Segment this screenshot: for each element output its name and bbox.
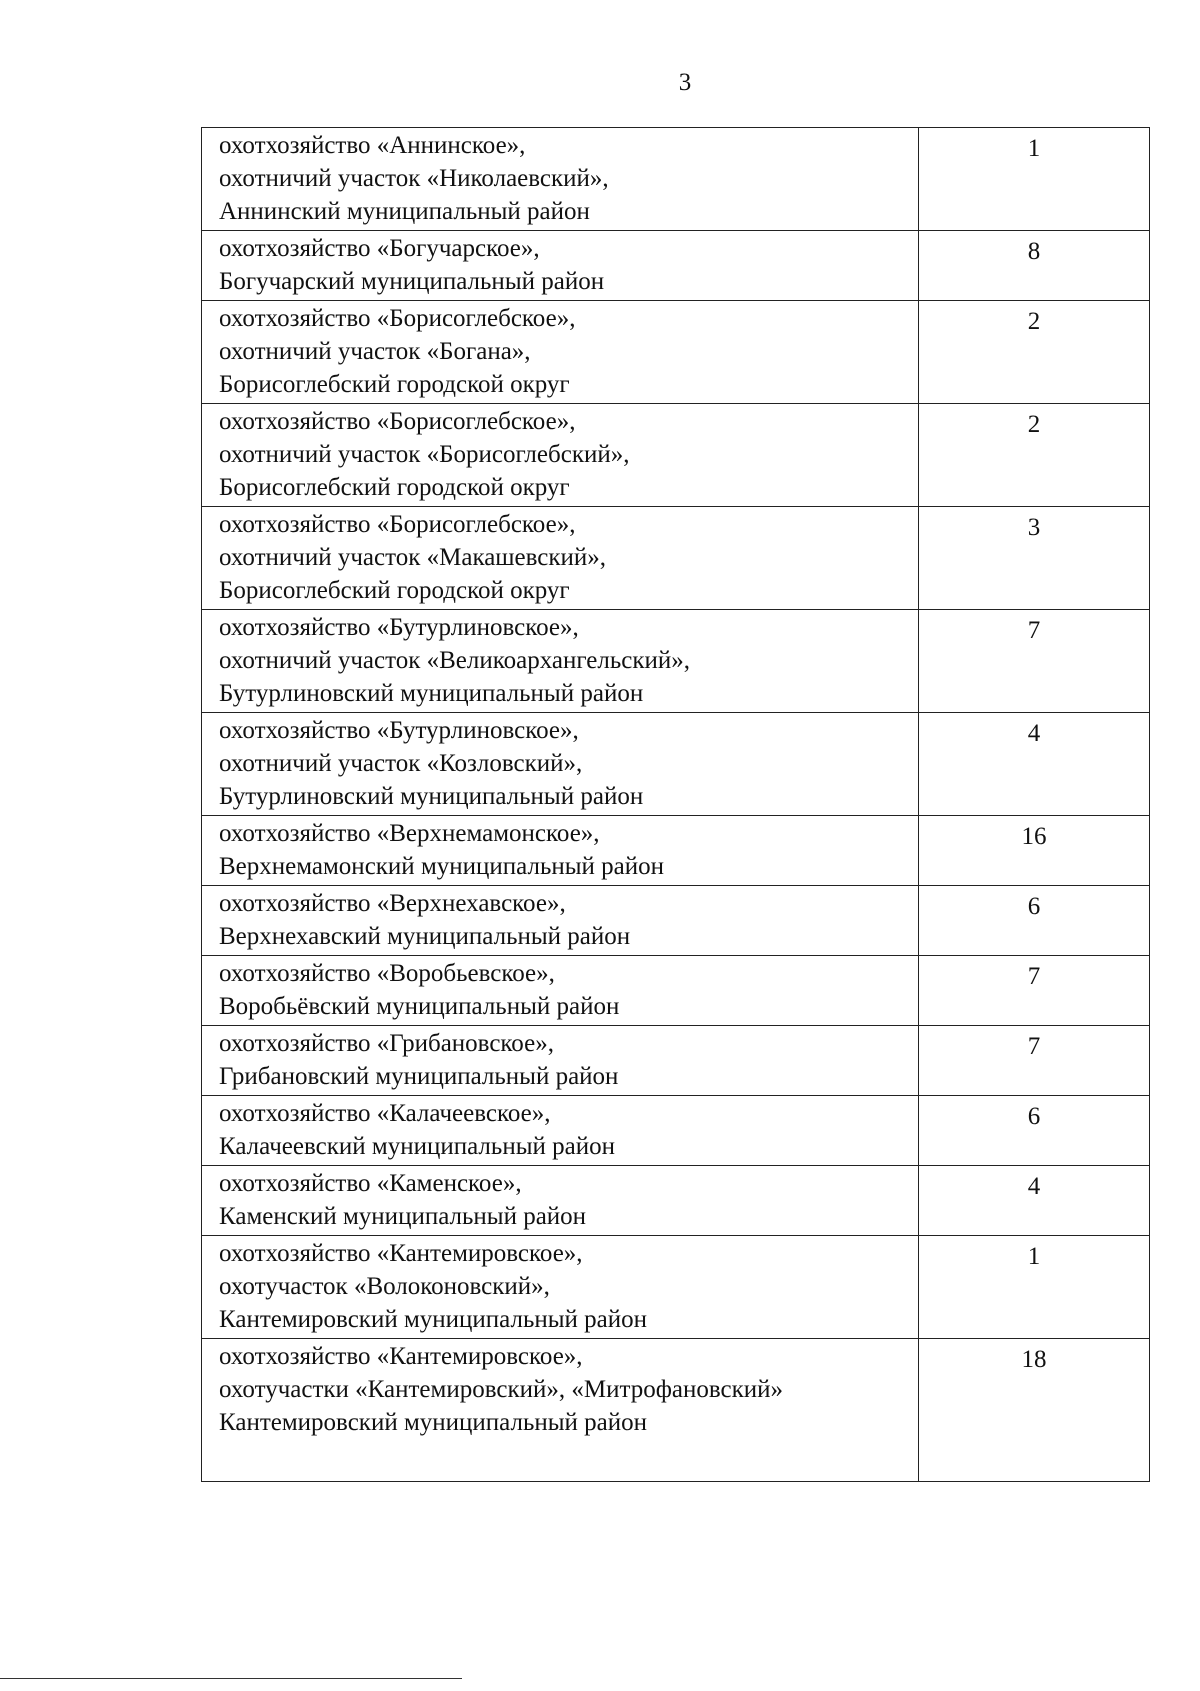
description-line: Богучарский муниципальный район [219, 268, 605, 295]
description-line: охотхозяйство «Борисоглебское», [219, 408, 576, 435]
description-line: Верхнемамонский муниципальный район [219, 853, 665, 880]
description-line: охотхозяйство «Калачеевское», [219, 1100, 551, 1127]
table-row [202, 816, 1150, 886]
description-line: охотничий участок «Богана», [219, 338, 531, 365]
count-cell: 6 [919, 1096, 1150, 1166]
table-body [202, 128, 1150, 1482]
description-line: охотничий участок «Козловский», [219, 750, 583, 777]
count-cell: 18 [919, 1339, 1150, 1482]
table-row [202, 886, 1150, 956]
table-row [202, 1339, 1150, 1482]
table-row [202, 713, 1150, 816]
description-line: охотхозяйство «Грибановское», [219, 1030, 554, 1057]
description-line: Борисоглебский городской округ [219, 474, 570, 501]
description-line: Каменский муниципальный район [219, 1203, 587, 1230]
count-cell: 16 [919, 816, 1150, 886]
description-line: охотхозяйство «Борисоглебское», [219, 511, 576, 538]
description-line: охотхозяйство «Кантемировское», [219, 1240, 583, 1267]
description-line: охотхозяйство «Верхнемамонское», [219, 820, 600, 847]
table-row [202, 1236, 1150, 1339]
count-cell: 7 [919, 956, 1150, 1026]
hunting-ground-description-cell [202, 816, 919, 886]
hunting-ground-description-cell [202, 128, 919, 231]
description-line: охотучастки «Кантемировский», «Митрофановский» [219, 1376, 784, 1403]
count-cell: 7 [919, 610, 1150, 713]
hunting-ground-description-cell [202, 610, 919, 713]
description-line: охотничий участок «Великоархангельский», [219, 647, 691, 674]
table-row [202, 1096, 1150, 1166]
hunting-ground-description-cell [202, 713, 919, 816]
table-row [202, 301, 1150, 404]
hunting-ground-description-cell [202, 886, 919, 956]
count-cell: 1 [919, 128, 1150, 231]
description-line: Аннинский муниципальный район [219, 198, 590, 225]
description-line: Бутурлиновский муниципальный район [219, 783, 644, 810]
description-line: Кантемировский муниципальный район [219, 1409, 648, 1436]
description-line: охотхозяйство «Бутурлиновское», [219, 614, 579, 641]
hunting-ground-description-cell [202, 507, 919, 610]
description-line: Кантемировский муниципальный район [219, 1306, 648, 1333]
hunting-ground-description-cell [202, 1339, 919, 1482]
table-row [202, 231, 1150, 301]
hunting-ground-description-cell [202, 956, 919, 1026]
count-cell: 3 [919, 507, 1150, 610]
hunting-ground-description-cell [202, 301, 919, 404]
description-line: Грибановский муниципальный район [219, 1063, 619, 1090]
count-cell: 1 [919, 1236, 1150, 1339]
description-line: охотничий участок «Николаевский», [219, 165, 609, 192]
description-line: охотничий участок «Макашевский», [219, 544, 607, 571]
hunting-ground-description-cell [202, 231, 919, 301]
description-line: охотхозяйство «Борисоглебское», [219, 305, 576, 332]
hunting-ground-description-cell [202, 1026, 919, 1096]
description-line: охотхозяйство «Аннинское», [219, 132, 526, 159]
count-cell: 8 [919, 231, 1150, 301]
table-row [202, 128, 1150, 231]
description-line: охотхозяйство «Кантемировское», [219, 1343, 583, 1370]
table-row [202, 1166, 1150, 1236]
description-line: охотхозяйство «Каменское», [219, 1170, 522, 1197]
count-cell: 2 [919, 404, 1150, 507]
hunting-ground-description-cell [202, 404, 919, 507]
description-line: охотучасток «Волоконовский», [219, 1273, 550, 1300]
description-line: охотхозяйство «Бутурлиновское», [219, 717, 579, 744]
description-line: охотхозяйство «Богучарское», [219, 235, 540, 262]
hunting-ground-description-cell [202, 1236, 919, 1339]
table-row [202, 610, 1150, 713]
hunting-ground-description-cell [202, 1096, 919, 1166]
count-cell: 4 [919, 713, 1150, 816]
table-row [202, 956, 1150, 1026]
count-cell: 4 [919, 1166, 1150, 1236]
count-cell: 2 [919, 301, 1150, 404]
table-row [202, 1026, 1150, 1096]
description-line: охотхозяйство «Воробьевское», [219, 960, 555, 987]
description-line: охотничий участок «Борисоглебский», [219, 441, 630, 468]
hunting-ground-description-cell [202, 1166, 919, 1236]
description-line: Борисоглебский городской округ [219, 577, 570, 604]
description-line: Верхнехавский муниципальный район [219, 923, 631, 950]
description-line: Бутурлиновский муниципальный район [219, 680, 644, 707]
description-line: охотхозяйство «Верхнехавское», [219, 890, 566, 917]
description-line: Калачеевский муниципальный район [219, 1133, 615, 1160]
count-cell: 6 [919, 886, 1150, 956]
table-row [202, 507, 1150, 610]
description-line: Борисоглебский городской округ [219, 371, 570, 398]
footer-rule [0, 1678, 462, 1679]
count-cell: 7 [919, 1026, 1150, 1096]
hunting-grounds-table [201, 127, 1150, 1482]
page-number: 3 [678, 69, 692, 96]
description-line: Воробьёвский муниципальный район [219, 993, 620, 1020]
table-row [202, 404, 1150, 507]
